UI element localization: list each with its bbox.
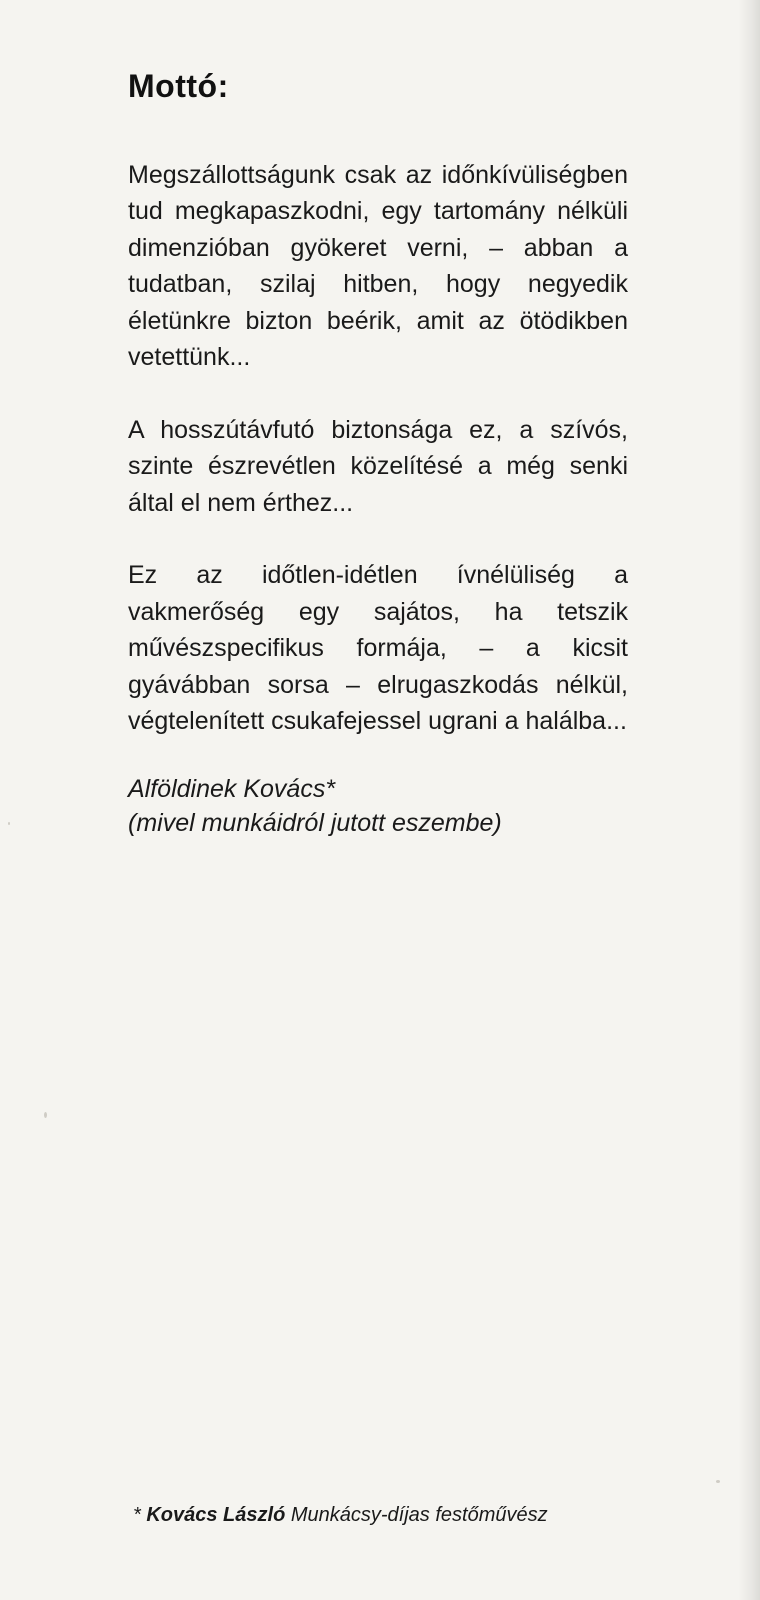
page-title: Mottó: bbox=[128, 68, 229, 104]
motto-content bbox=[128, 68, 628, 840]
footnote bbox=[133, 1504, 548, 1527]
footnote-text: Munkácsy-díjas festőművész bbox=[285, 1504, 548, 1526]
footnote-marker: * bbox=[133, 1504, 147, 1526]
signature-name: Alföldinek Kovács* bbox=[128, 774, 336, 803]
paper-speck bbox=[716, 1480, 720, 1483]
paper-speck bbox=[44, 1112, 47, 1118]
paragraph-2: A hosszútávfutó biztonsága ez, a szívós, szinte észrevétlen közelítésé a még senki által el nem érthez... bbox=[128, 415, 628, 517]
paragraph-3: Ez az időtlen-idétlen ívnélüliség a vakmerőség egy sajátos, ha tetszik művészspecifikus formája, – a kicsit gyávábban sorsa – elrugaszkodás nélkül, végtelenített csukafejessel ugrani a halálba... bbox=[128, 561, 628, 736]
signature bbox=[128, 772, 628, 840]
paragraph-1: Megszállottságunk csak az időnkívüliségben tud megkapaszkodni, egy tartomány nélküli dimenzióban gyökeret verni, – abban a tudatban, szilaj hitben, hogy negyedik életünkre bizton beérik, amit az ötödikben vetettünk... bbox=[128, 160, 628, 372]
signature-note: (mivel munkáidról jutott eszembe) bbox=[128, 808, 502, 837]
paper-speck bbox=[8, 822, 10, 825]
footnote-name: Kovács László bbox=[146, 1504, 286, 1526]
